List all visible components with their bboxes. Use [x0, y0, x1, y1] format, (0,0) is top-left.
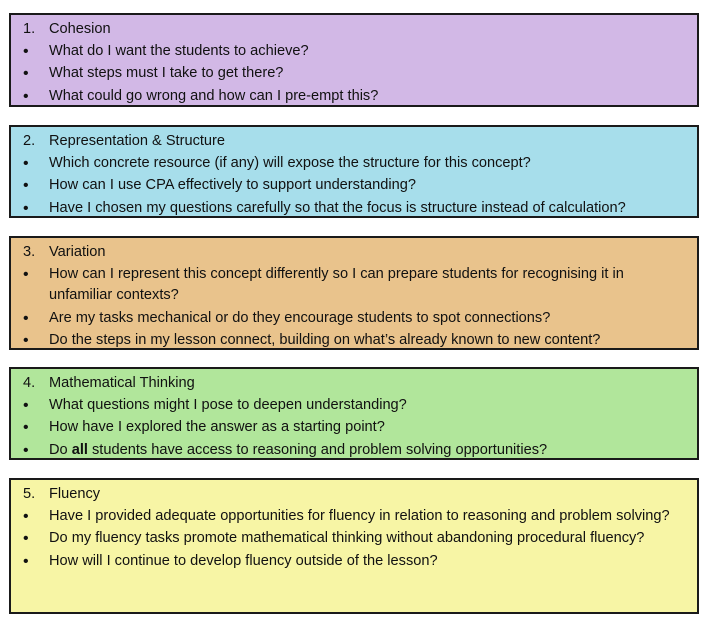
section-title: Cohesion	[49, 21, 111, 37]
section-heading	[23, 19, 687, 41]
question-emphasis: all	[71, 441, 88, 458]
section-representation-structure	[9, 125, 699, 218]
section-cohesion	[9, 13, 699, 107]
question-item: • How can I use CPA effectively to support understanding?	[23, 175, 687, 197]
question-item: • Have I chosen my questions carefully so that the focus is structure instead of calculation?	[23, 198, 687, 220]
question-item: • Have I provided adequate opportunities for fluency in relation to reasoning and problem solving?	[23, 506, 687, 528]
question-item: • How will I continue to develop fluency outside of the lesson?	[23, 551, 687, 573]
section-heading	[23, 242, 687, 264]
section-fluency	[9, 478, 699, 614]
section-number: 2.	[23, 133, 36, 149]
section-title: Representation & Structure	[49, 133, 226, 149]
section-heading	[23, 373, 687, 395]
question-item: • Do the steps in my lesson connect, building on what’s already known to new content?	[23, 330, 687, 352]
question-list	[23, 153, 687, 220]
section-variation	[9, 236, 699, 350]
question-text-before: Do	[49, 441, 72, 458]
question-item: • Are my tasks mechanical or do they encourage students to spot connections?	[23, 308, 687, 330]
question-text-after: students have access to reasoning and problem solving opportunities?	[87, 441, 548, 458]
section-title: Variation	[49, 244, 106, 260]
question-item: • How can I represent this concept differently so I can prepare students for recognising it in unfamiliar contexts?	[23, 264, 687, 307]
section-title: Fluency	[49, 486, 101, 502]
section-number: 4.	[23, 375, 36, 391]
section-title: Mathematical Thinking	[49, 375, 195, 391]
section-heading	[23, 131, 687, 153]
question-item: • What could go wrong and how can I pre-empt this?	[23, 86, 687, 108]
question-list	[23, 41, 687, 108]
question-item: • Do my fluency tasks promote mathematical thinking without abandoning procedural fluency?	[23, 528, 687, 550]
question-list	[23, 506, 687, 573]
question-item: • What questions might I pose to deepen understanding?	[23, 395, 687, 417]
question-item: • What do I want the students to achieve?	[23, 41, 687, 63]
question-item	[23, 440, 687, 462]
section-mathematical-thinking	[9, 367, 699, 460]
question-item: • How have I explored the answer as a starting point?	[23, 417, 687, 439]
section-number: 1.	[23, 21, 36, 37]
question-list	[23, 264, 687, 352]
question-list	[23, 395, 687, 462]
section-number: 5.	[23, 486, 36, 502]
question-item: • Which concrete resource (if any) will expose the structure for this concept?	[23, 153, 687, 175]
section-heading	[23, 484, 687, 506]
question-item: • What steps must I take to get there?	[23, 63, 687, 85]
section-number: 3.	[23, 244, 36, 260]
